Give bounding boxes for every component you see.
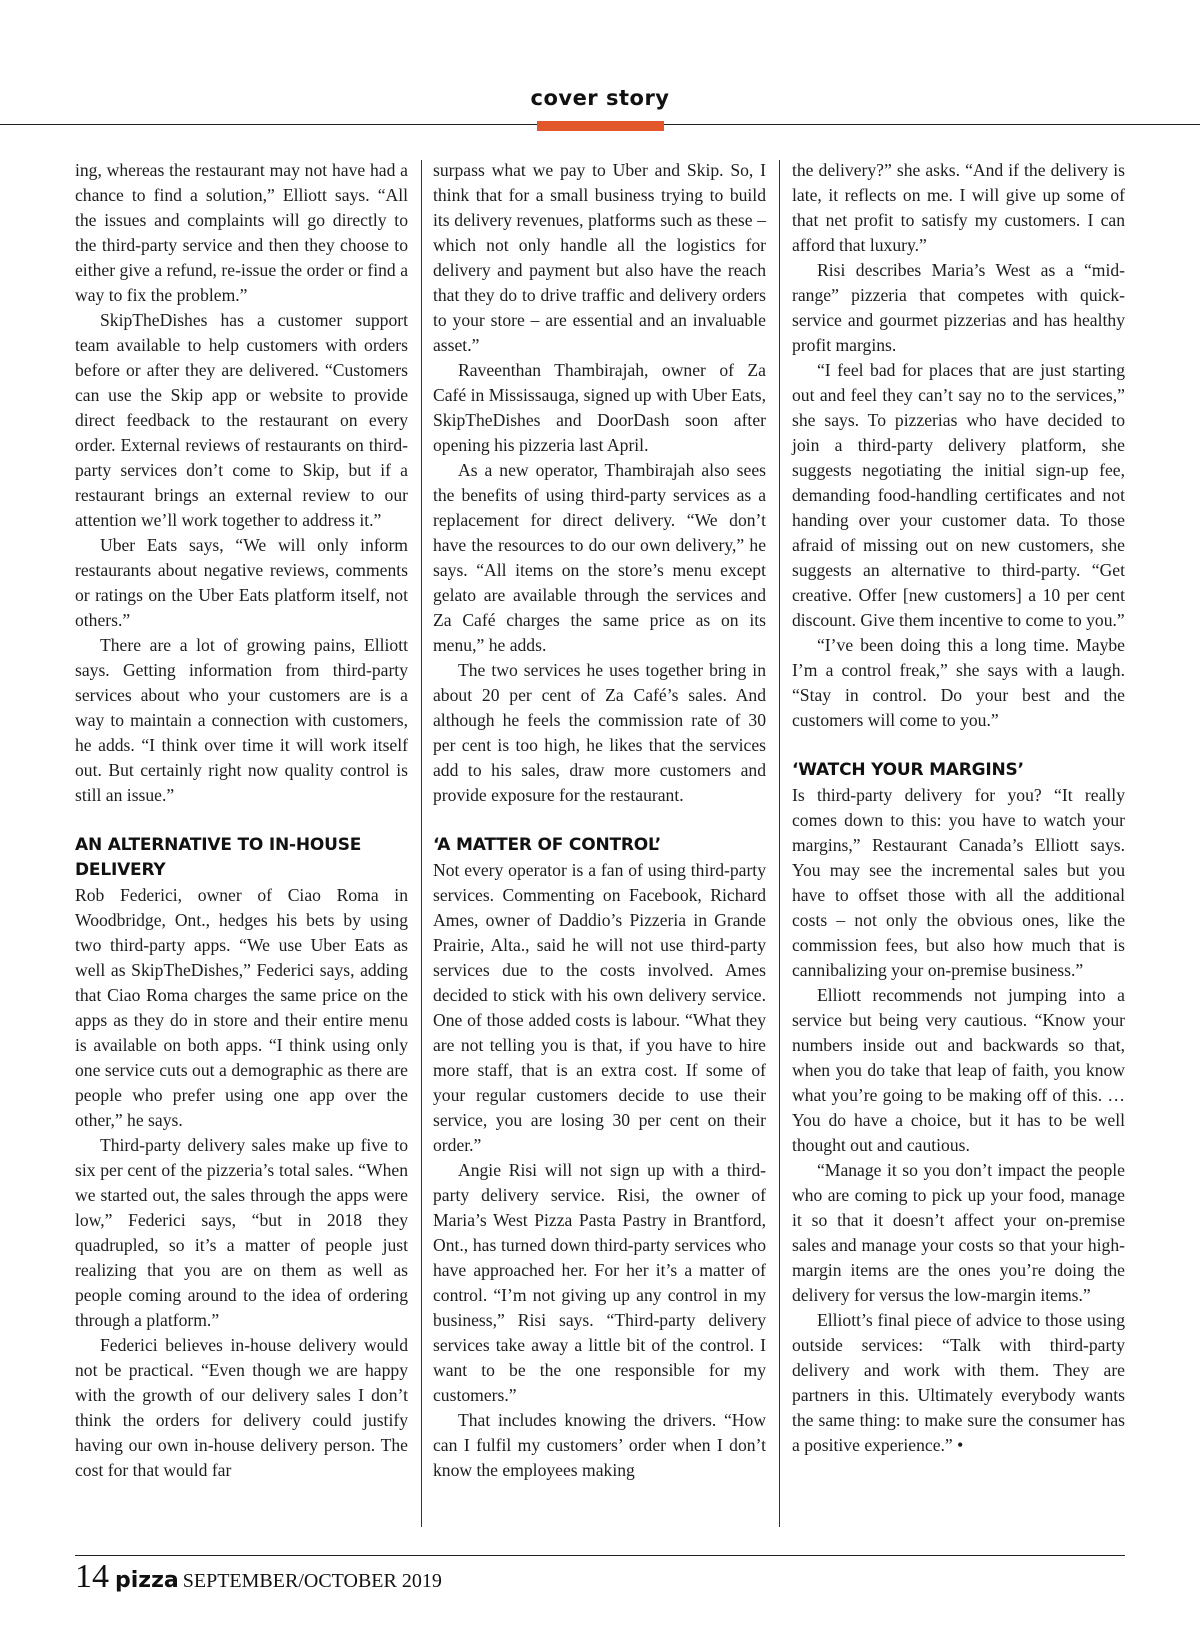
body-paragraph: “Manage it so you don’t impact the people who are coming to pick up your food, manage it so that it doesn’t affect your on-premise sales and manage your costs so that your high-margin items are the ones you’re doing the delivery for versus the low-margin items.”	[792, 1160, 1125, 1305]
body-paragraph: The two services he uses together bring in about 20 per cent of Za Café’s sales. And although he feels the commission rate of 30 per cent is too high, he likes that the services add to his sales, draw more customers and provide exposure for the restaurant.	[433, 660, 766, 805]
column-divider	[779, 160, 780, 1527]
section-heading: ‘A MATTER OF CONTROL’	[433, 835, 661, 855]
body-paragraph: SkipTheDishes has a customer support team available to help customers with orders before or after they are delivered. “Customers can use the Skip app or website to provide direct feedback to the restaurant on every order. External reviews of restaurants on third-party services don’t come to Skip, but if a restaurant brings an external review to our attention we’ll work together to address it.”	[75, 310, 408, 530]
body-paragraph: Rob Federici, owner of Ciao Roma in Woodbridge, Ont., hedges his bets by using two third-party apps. “We use Uber Eats as well as SkipTheDishes,” Federici says, adding that Ciao Roma charges the same price on the apps as they do in store and their entire menu is available on both apps. “I think using only one service cuts out a demographic as there are people who prefer using one app over the other,” he says.	[75, 885, 408, 1130]
body-paragraph: “I feel bad for places that are just starting out and feel they can’t say no to the services,” she says. To pizzerias who have decided to join a third-party delivery platform, she suggests negotiating the initial sign-up fee, demanding food-handling certificates and not handing over your customer data. To those afraid of missing out on new customers, she suggests an alternative to third-party. “Get creative. Offer [new customers] a 10 per cent discount. Give them incentive to come to you.”	[792, 360, 1125, 630]
column-divider	[421, 160, 422, 1527]
section-heading: ‘WATCH YOUR MARGINS’	[792, 760, 1024, 780]
body-paragraph: the delivery?” she asks. “And if the delivery is late, it reflects on me. I will give up some of that net profit to satisfy my customers. I can afford that luxury.”	[792, 160, 1125, 255]
issue-date: SEPTEMBER/OCTOBER 2019	[182, 1570, 442, 1592]
article-column-1	[75, 158, 408, 1483]
body-paragraph: Elliott recommends not jumping into a service but being very cautious. “Know your numbers inside out and backwards so that, when you do take that leap of faith, you know what you’re going to be making off of this. …You do have a choice, but it has to be well thought out and cautious.	[792, 985, 1125, 1155]
body-paragraph: Third-party delivery sales make up five to six per cent of the pizzeria’s total sales. “When we started out, the sales through the apps were low,” Federici says, “but in 2018 they quadrupled, so it’s a matter of people just realizing that you are on them as well as people coming around to the idea of ordering through a platform.”	[75, 1135, 408, 1330]
article-column-2	[433, 158, 766, 1483]
article-column-3	[792, 158, 1125, 1458]
page-number: 14	[75, 1558, 109, 1595]
body-paragraph: ing, whereas the restaurant may not have had a chance to find a solution,” Elliott says. “All the issues and complaints will go directly to the third-party service and then they choose to either give a refund, re-issue the order or find a way to fix the problem.”	[75, 160, 408, 305]
publication-name: pizza	[115, 1568, 179, 1593]
section-heading: AN ALTERNATIVE TO IN-HOUSE DELIVERY	[75, 835, 362, 880]
body-paragraph: As a new operator, Thambirajah also sees the benefits of using third-party services as a replacement for direct delivery. “We don’t have the resources to do our own delivery,” he says. “All items on the store’s menu except gelato are available through the services and Za Café charges the same price as on its menu,” he adds.	[433, 460, 766, 655]
body-paragraph: Uber Eats says, “We will only inform restaurants about negative reviews, comments or ratings on the Uber Eats platform itself, not others.”	[75, 535, 408, 630]
body-paragraph: “I’ve been doing this a long time. Maybe I’m a control freak,” she says with a laugh. “Stay in control. Do your best and the customers will come to you.”	[792, 635, 1125, 730]
body-paragraph: surpass what we pay to Uber and Skip. So, I think that for a small business trying to build its delivery revenues, platforms such as these – which not only handle all the logistics for delivery and payment but also have the reach that they do to drive traffic and delivery orders to your store – are essential and an invaluable asset.”	[433, 160, 766, 355]
accent-bar	[537, 121, 664, 131]
body-paragraph: That includes knowing the drivers. “How can I fulfil my customers’ order when I don’t know the employees making	[433, 1410, 766, 1480]
body-paragraph: Raveenthan Thambirajah, owner of Za Café in Mississauga, signed up with Uber Eats, SkipTheDishes and DoorDash soon after opening his pizzeria last April.	[433, 360, 766, 455]
body-paragraph: Is third-party delivery for you? “It really comes down to this: you have to watch your margins,” Restaurant Canada’s Elliott says. You may see the incremental sales but you have to offset those with all the additional costs – not only the obvious ones, like the commission fees, but also how much that is cannibalizing your on-premise business.”	[792, 785, 1125, 980]
footer-rule	[75, 1555, 1125, 1556]
body-paragraph: Federici believes in-house delivery would not be practical. “Even though we are happy with the growth of our delivery sales I don’t think the orders for delivery could justify having our own in-house delivery person. The cost for that would far	[75, 1335, 408, 1480]
body-paragraph: Risi describes Maria’s West as a “mid-range” pizzeria that competes with quick-service and gourmet pizzerias and has healthy profit margins.	[792, 260, 1125, 355]
body-paragraph: Elliott’s final piece of advice to those using outside services: “Talk with third-party delivery and work with them. They are partners in this. Ultimately everybody wants the same thing: to make sure the consumer has a positive experience.” •	[792, 1310, 1125, 1455]
page-footer	[75, 1558, 442, 1596]
body-paragraph: Not every operator is a fan of using third-party services. Commenting on Facebook, Richard Ames, owner of Daddio’s Pizzeria in Grande Prairie, Alta., said he will not use third-party services due to the costs involved. Ames decided to stick with his own delivery service. One of those added costs is labour. “What they are not telling you is that, if you have to hire more staff, that is an extra cost. If some of your regular customers decide to use their service, you are losing 30 per cent on their order.”	[433, 860, 766, 1155]
body-paragraph: Angie Risi will not sign up with a third-party delivery service. Risi, the owner of Maria’s West Pizza Pasta Pastry in Brantford, Ont., has turned down third-party services who have approached her. For her it’s a matter of control. “I’m not giving up any control in my business,” Risi says. “Third-party delivery services take away a little bit of the control. I want to be the one responsible for my customers.”	[433, 1160, 766, 1405]
body-paragraph: There are a lot of growing pains, Elliott says. Getting information from third-party services about who your customers are is a way to maintain a connection with customers, he adds. “I think over time it will work itself out. But certainly right now quality control is still an issue.”	[75, 635, 408, 805]
section-label: cover story	[530, 86, 670, 110]
